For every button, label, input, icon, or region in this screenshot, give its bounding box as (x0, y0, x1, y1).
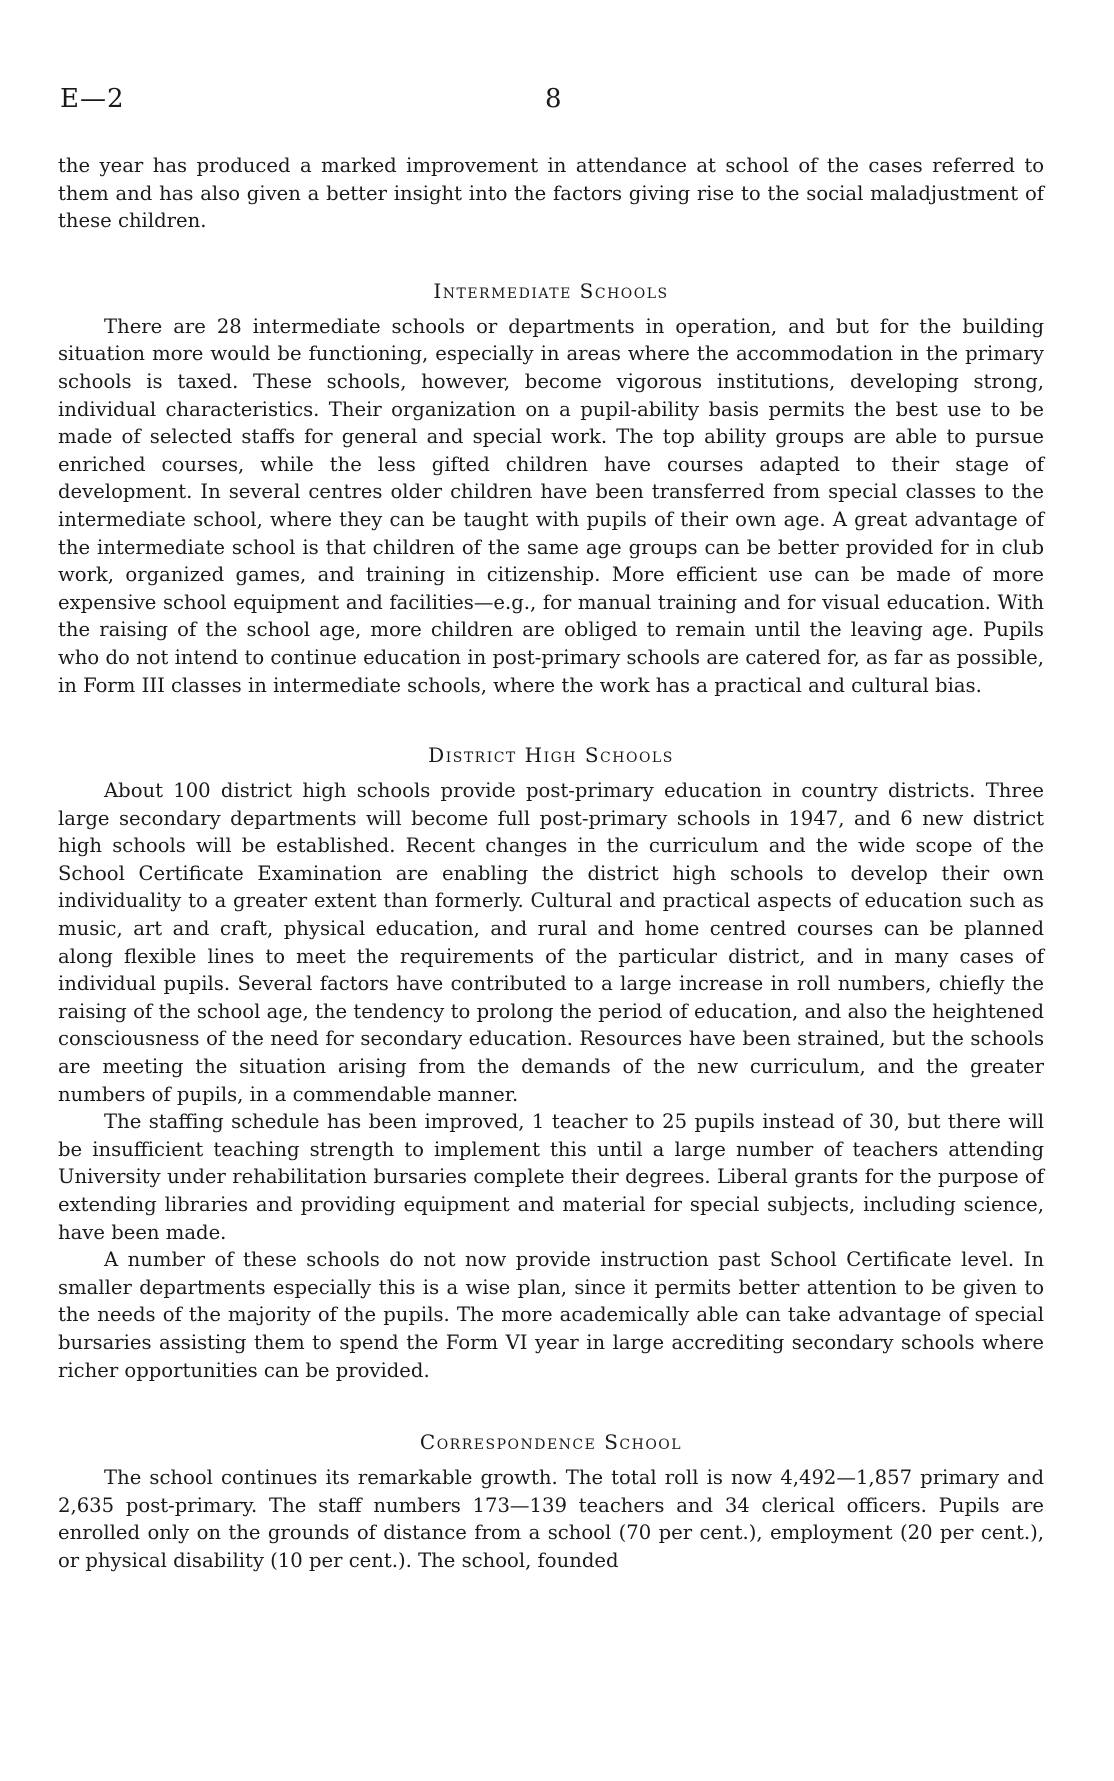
running-header (60, 84, 1060, 124)
section-heading-correspondence-school: Correspondence School (419, 1430, 683, 1455)
paragraph-district-2: The staffing schedule has been improved, 1 teacher to 25 pupils instead of 30, but there will be insufficient teaching strength to implement this until a large number of teachers attending University under rehabilitation bursaries complete their degrees. Liberal grants for the purpose of extending libraries and providing equipment and material for special subjects, including science, have been made. (58, 1110, 1044, 1244)
paragraph-district-1: About 100 district high schools provide post-primary education in country districts. Three large secondary departments will become full post-primary schools in 1947, and 6 new district high schools will be established. Recent changes in the curriculum and the wide scope of the School Certificate Examination are enabling the district high schools to develop their own individuality to a greater extent than formerly. Cultural and practical aspects of education such as music, art and craft, physical education, and rural and home centred courses can be planned along flexible lines to meet the requirements of the particular district, and in many cases of individual pupils. Several factors have contributed to a large increase in roll numbers, chiefly the raising of the school age, the tendency to prolong the period of education, and also the heightened consciousness of the need for secondary education. Resources have been strained, but the schools are meeting the situation arising from the demands of the new curriculum, and the greater numbers of pupils, in a commendable manner. (58, 779, 1044, 1106)
paragraph-correspondence-1: The school continues its remarkable growth. The total roll is now 4,492—1,857 primary and 2,635 post-primary. The staff numbers 173—139 teachers and 34 clerical officers. Pupils are enrolled only on the grounds of distance from a school (70 per cent.), employment (20 per cent.), or physical disability (10 per cent.). The school, founded (58, 1466, 1044, 1572)
section-heading-district-high-schools: District High Schools (428, 743, 674, 768)
paragraph-intermediate-1: There are 28 intermediate schools or departments in operation, and but for the building situation more would be functioning, especially in areas where the accommodation in the primary schools is taxed. These schools, however, become vigorous institutions, developing strong, individual characteristics. Their organization on a pupil-ability basis permits the best use to be made of selected staffs for general and special work. The top ability groups are able to pursue enriched courses, while the less gifted children have courses adapted to their stage of development. In several centres older children have been transferred from special classes to the intermediate school, where they can be taught with pupils of their own age. A great advantage of the intermediate school is that children of the same age groups can be better provided for in club work, organized games, and training in citizenship. More efficient use can be made of more expensive school equipment and facilities—e.g., for manual training and for visual education. With the raising of the school age, more children are obliged to remain until the leaving age. Pupils who do not intend to continue education in post-primary schools are catered for, as far as possible, in Form III classes in intermediate schools, where the work has a practical and cultural bias. (58, 314, 1044, 697)
section-heading-intermediate-schools: Intermediate Schools (433, 278, 669, 303)
document-reference: E—2 (60, 84, 125, 114)
paragraph-district-3: A number of these schools do not now provide instruction past School Certificate level. In smaller departments especially this is a wise plan, since it permits better attention to be given to the needs of the majority of the pupils. The more academically able can take advantage of special bursaries assisting them to spend the Form VI year in large accrediting secondary schools where richer opportunities can be provided. (58, 1248, 1044, 1382)
body-text (58, 152, 1044, 1575)
continued-paragraph: the year has produced a marked improvement in attendance at school of the cases referred to them and has also given a better insight into the factors giving rise to the social maladjustment of these children. (58, 154, 1044, 233)
page-number: 8 (545, 84, 562, 114)
